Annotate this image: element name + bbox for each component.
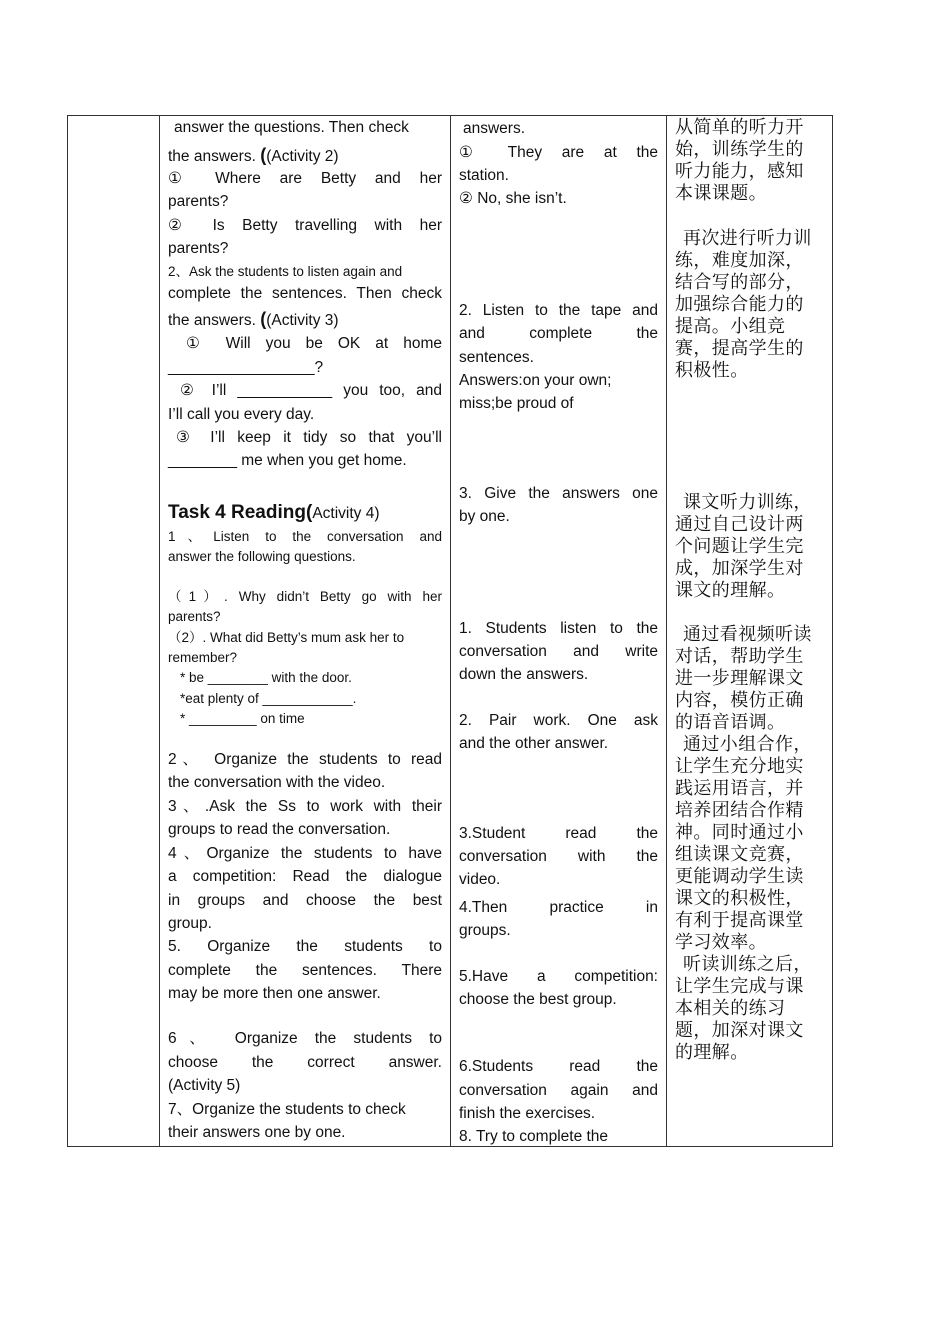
student-line: 3.Student read the	[459, 825, 658, 842]
student-line: sentences.	[459, 349, 534, 366]
student-line: finish the exercises.	[459, 1105, 596, 1122]
teacher-line: 3、.Ask the Ss to work with their	[168, 798, 442, 815]
purpose-line: 题，加深对课文	[675, 1020, 804, 1041]
student-line: 5.Have a competition:	[459, 968, 658, 985]
student-line: 6.Students read the	[459, 1058, 658, 1075]
purpose-line: 更能调动学生读	[675, 866, 804, 887]
teacher-line: may be more then one answer.	[168, 985, 381, 1002]
student-line: choose the best group.	[459, 991, 617, 1008]
purpose-line: 听力能力，感知	[675, 161, 804, 182]
student-line: ② No, she isn’t.	[459, 190, 567, 207]
teacher-line: ① Will you be OK at home	[186, 335, 442, 352]
student-line: 1. Students listen to the	[459, 620, 658, 637]
purpose-line: 课文听力训练，	[683, 492, 812, 513]
student-line: conversation and write	[459, 643, 658, 660]
student-line: video.	[459, 871, 501, 888]
lesson-plan-table	[67, 115, 833, 1147]
purpose-line: 的理解。	[675, 1042, 749, 1063]
teacher-line: their answers one by one.	[168, 1124, 346, 1141]
student-line: 2. Listen to the tape and	[459, 302, 658, 319]
teacher-line: ① Where are Betty and her	[168, 170, 442, 187]
student-line: ① They are at the	[459, 144, 658, 161]
teacher-line: choose the correct answer.	[168, 1054, 442, 1071]
teacher-activity-column	[160, 116, 451, 1146]
blank-column	[68, 116, 160, 1146]
purpose-line: 组读课文竞赛，	[675, 844, 804, 865]
teacher-line: _________________?	[168, 359, 324, 376]
teacher-line: （2）. What did Betty’s mum ask her to	[168, 630, 405, 645]
purpose-line: 积极性。	[675, 360, 749, 381]
student-line: conversation with the	[459, 848, 658, 865]
purpose-line: 进一步理解课文	[675, 668, 804, 689]
student-line: 3. Give the answers one	[459, 485, 658, 502]
purpose-line: 个问题让学生完	[675, 536, 804, 557]
student-line: 2. Pair work. One ask	[459, 712, 658, 729]
student-line: and complete the	[459, 325, 658, 342]
student-line: miss;be proud of	[459, 395, 574, 412]
teacher-line: 2、 Organize the students to read	[168, 751, 442, 768]
purpose-line: 课文的理解。	[675, 580, 786, 601]
task4-heading: Task 4 Reading(Activity 4)	[168, 502, 380, 523]
teacher-line: ② Is Betty travelling with her	[168, 217, 442, 234]
purpose-line: 课文的积极性，	[675, 888, 804, 909]
teacher-line: * be ________ with the door.	[180, 670, 352, 685]
teacher-line: 5. Organize the students to	[168, 938, 442, 955]
teacher-line: the answers. ((Activity 2)	[168, 145, 339, 165]
purpose-line: 有利于提高课堂	[675, 910, 804, 931]
teacher-line: parents?	[168, 193, 229, 210]
purpose-line: 加强综合能力的	[675, 294, 804, 315]
teacher-line: the answers. ((Activity 3)	[168, 309, 339, 329]
purpose-line: 本相关的练习	[675, 998, 786, 1019]
design-purpose-column	[667, 116, 834, 1146]
purpose-line: 让学生充分地实	[675, 756, 804, 777]
purpose-line: 践运用语言，并	[675, 778, 804, 799]
student-line: 4.Then practice in	[459, 899, 658, 916]
purpose-line: 听读训练之后，	[683, 954, 812, 975]
purpose-line: 成，加深学生对	[675, 558, 804, 579]
student-line: groups.	[459, 922, 511, 939]
teacher-line: a competition: Read the dialogue	[168, 868, 442, 885]
student-line: conversation again and	[459, 1082, 658, 1099]
student-line: Answers:on your own;	[459, 372, 612, 389]
purpose-line: 的语音语调。	[675, 712, 786, 733]
purpose-line: 通过小组合作，	[683, 734, 812, 755]
teacher-line: 6、 Organize the students to	[168, 1030, 442, 1047]
student-activity-column	[451, 116, 667, 1146]
teacher-line: in groups and choose the best	[168, 892, 442, 909]
teacher-line: answer the questions. Then check	[174, 119, 409, 136]
teacher-line: ③ I’ll keep it tidy so that you’ll	[176, 429, 442, 446]
purpose-line: 始，训练学生的	[675, 139, 804, 160]
teacher-line: groups to read the conversation.	[168, 821, 391, 838]
purpose-line: 学习效率。	[675, 932, 767, 953]
teacher-line: (Activity 5)	[168, 1077, 241, 1094]
purpose-line: 从简单的听力开	[675, 117, 804, 138]
purpose-line: 通过自己设计两	[675, 514, 804, 535]
teacher-line: 4、Organize the students to have	[168, 845, 442, 862]
purpose-line: 培养团结合作精	[675, 800, 804, 821]
teacher-line: remember?	[168, 650, 238, 665]
teacher-line: parents?	[168, 609, 221, 624]
student-line: and the other answer.	[459, 735, 609, 752]
teacher-line: answer the following questions.	[168, 549, 356, 564]
student-line: answers.	[463, 120, 526, 137]
purpose-line: 练，难度加深，	[675, 250, 804, 271]
purpose-line: 对话，帮助学生	[675, 646, 804, 667]
student-line: station.	[459, 167, 509, 184]
teacher-line: * _________ on time	[180, 711, 305, 726]
teacher-line: parents?	[168, 240, 229, 257]
purpose-line: 让学生完成与课	[675, 976, 804, 997]
teacher-line: 1、Listen to the conversation and	[168, 529, 442, 544]
purpose-line: 本课课题。	[675, 183, 767, 204]
purpose-line: 提高。小组竞	[675, 316, 786, 337]
purpose-line: 内容，模仿正确	[675, 690, 804, 711]
teacher-line: 2、Ask the students to listen again and	[168, 264, 403, 279]
teacher-line: （1）. Why didn’t Betty go with her	[168, 589, 442, 604]
teacher-line: ________ me when you get home.	[168, 452, 407, 469]
teacher-line: ② I’ll ___________ you too, and	[180, 382, 442, 399]
purpose-line: 结合写的部分，	[675, 272, 804, 293]
teacher-line: group.	[168, 915, 212, 932]
teacher-line: *eat plenty of ____________.	[180, 691, 357, 706]
teacher-line: 7、Organize the students to check	[168, 1101, 406, 1118]
teacher-line: the conversation with the video.	[168, 774, 386, 791]
student-line: by one.	[459, 508, 510, 525]
student-line: down the answers.	[459, 666, 589, 683]
purpose-line: 赛，提高学生的	[675, 338, 804, 359]
teacher-line: I’ll call you every day.	[168, 406, 315, 423]
purpose-line: 神。同时通过小	[675, 822, 804, 843]
purpose-line: 通过看视频听读	[683, 624, 812, 645]
teacher-line: complete the sentences. There	[168, 962, 442, 979]
student-line: 8. Try to complete the	[459, 1128, 609, 1145]
purpose-line: 再次进行听力训	[683, 228, 812, 249]
teacher-line: complete the sentences. Then check	[168, 285, 442, 302]
